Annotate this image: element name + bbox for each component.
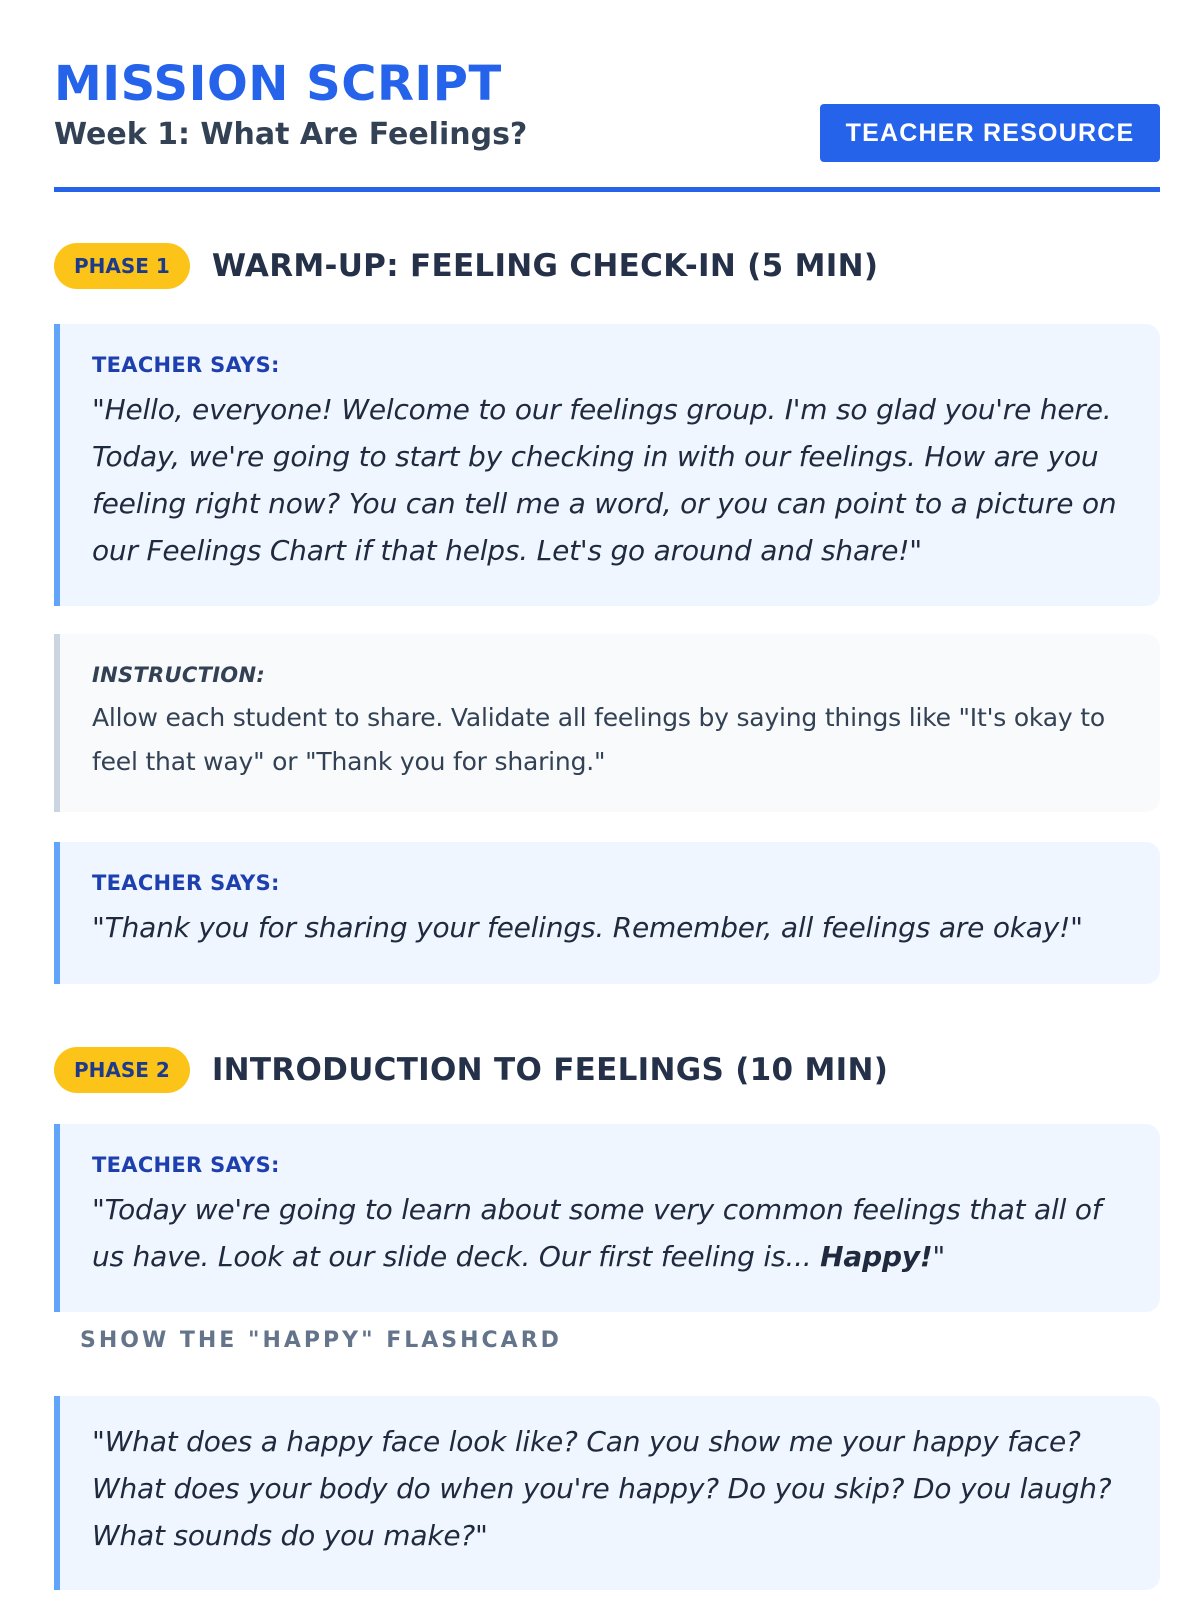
teacher-says-label: TEACHER SAYS: — [92, 871, 280, 895]
instruction-block — [54, 634, 1160, 812]
teacher-says-label: TEACHER SAYS: — [92, 1153, 280, 1177]
teacher-says-block — [54, 842, 1160, 984]
teacher-says-block — [54, 324, 1160, 606]
teacher-resource-button[interactable]: TEACHER RESOURCE — [820, 104, 1160, 162]
teacher-says-text: "What does a happy face look like? Can you show me your happy face? What does your body do when you're happy? Do you skip? Do you laugh? What sounds do you make?" — [92, 1425, 1112, 1552]
phase-2-title: INTRODUCTION TO FEELINGS (10 MIN) — [211, 1052, 889, 1088]
teacher-says-block — [54, 1124, 1160, 1312]
phase-1-badge: PHASE 1 — [54, 243, 190, 289]
teacher-says-text-end: " — [932, 1240, 946, 1273]
teacher-says-block — [54, 1396, 1160, 1590]
phase-2-badge: PHASE 2 — [54, 1047, 190, 1093]
teacher-says-text-start: "Today we're going to learn about some very common feelings that all of us have. Look at our slide deck. Our first feeling is... — [92, 1193, 1102, 1273]
instruction-label: INSTRUCTION: — [92, 663, 266, 687]
teacher-says-text: "Thank you for sharing your feelings. Remember, all feelings are okay!" — [92, 911, 1083, 944]
flashcard-cue: SHOW THE "HAPPY" FLASHCARD — [80, 1328, 562, 1353]
happy-emphasis: Happy! — [820, 1240, 933, 1273]
page-header — [54, 56, 1160, 192]
teacher-says-text: "Hello, everyone! Welcome to our feelings group. I'm so glad you're here. Today, we're going to start by checking in with our feelings. How are you feeling right now? You can tell me a word, or you can point to a picture on our Feelings Chart if that helps. Let's go around and share!" — [92, 393, 1117, 567]
phase-1-title: WARM-UP: FEELING CHECK-IN (5 MIN) — [211, 248, 879, 284]
instruction-text: Allow each student to share. Validate all feelings by saying things like "It's okay to feel that way" or "Thank you for sharing." — [92, 703, 1105, 776]
teacher-says-label: TEACHER SAYS: — [92, 353, 280, 377]
teacher-says-text — [92, 1186, 1130, 1280]
phase-2-heading — [54, 1046, 888, 1094]
phase-1-heading — [54, 242, 878, 290]
page-title: MISSION SCRIPT — [54, 56, 502, 112]
page-subtitle: Week 1: What Are Feelings? — [54, 117, 528, 152]
